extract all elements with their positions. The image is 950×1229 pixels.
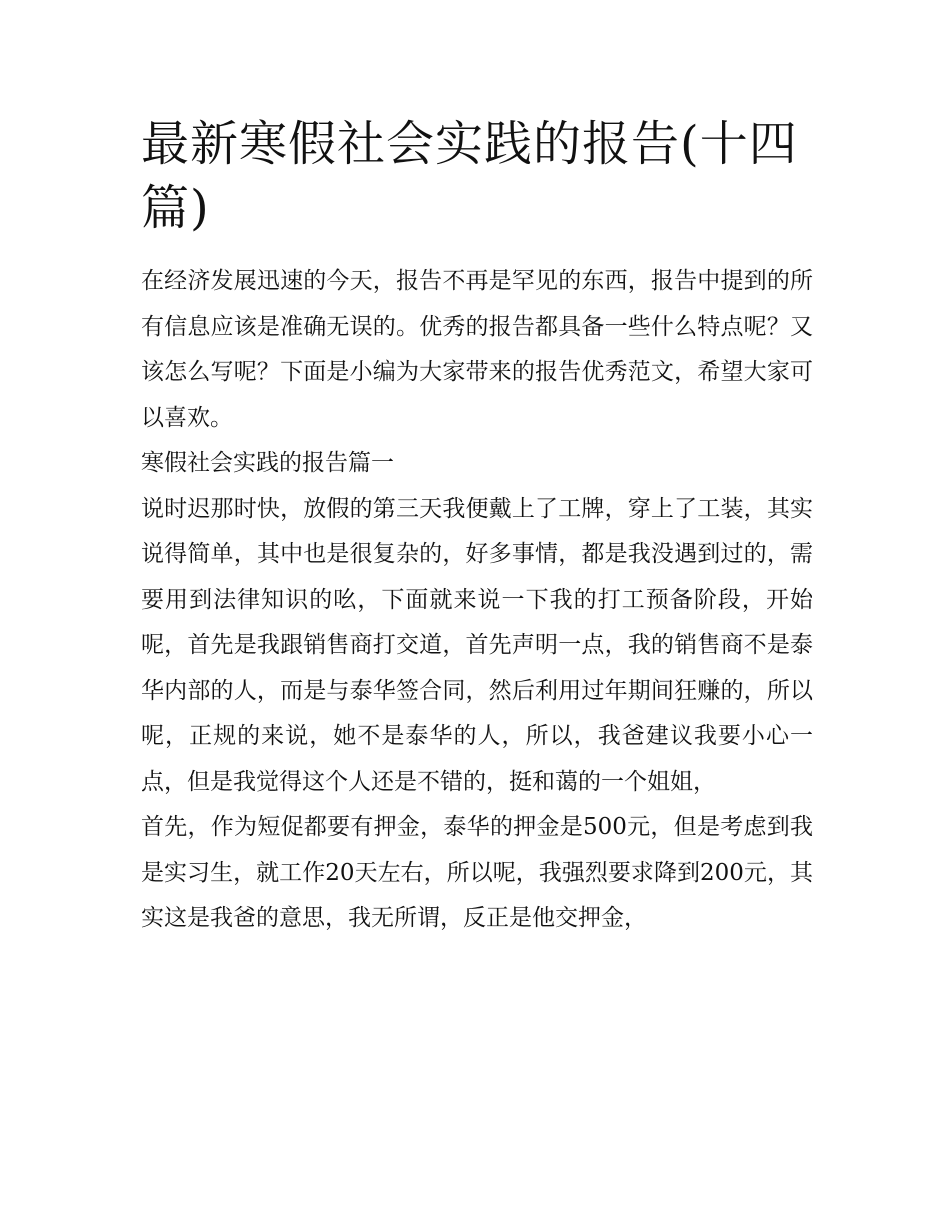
body-paragraph-2: 首先，作为短促都要有押金，泰华的押金是500元，但是考虑到我是实习生，就工作20天左右，所以呢，我强烈要求降到200元，其实这是我爸的意思，我无所谓，反正是他交押金，	[141, 814, 813, 931]
document-page	[141, 112, 813, 942]
section-heading: 寒假社会实践的报告篇一	[141, 450, 394, 476]
body-paragraph-1: 说时迟那时快，放假的第三天我便戴上了工牌，穿上了工装，其实说得简单，其中也是很复杂的，好多事情，都是我没遇到过的，需要用到法律知识的吆，下面就来说一下我的打工预备阶段，开始呢，首先是我跟销售商打交道，首先声明一点，我的销售商不是泰华内部的人，而是与泰华签合同，然后利用过年期间狂赚的，所以呢，正规的来说，她不是泰华的人，所以，我爸建议我要小心一点，但是我觉得这个人还是不错的，挺和蔼的一个姐姐，	[141, 495, 813, 795]
intro-paragraph: 在经济发展迅速的今天，报告不再是罕见的东西，报告中提到的所有信息应该是准确无误的。优秀的报告都具备一些什么特点呢？又该怎么写呢？下面是小编为大家带来的报告优秀范文，希望大家可以喜欢。	[141, 268, 813, 431]
document-title: 最新寒假社会实践的报告(十四篇)	[141, 116, 798, 236]
